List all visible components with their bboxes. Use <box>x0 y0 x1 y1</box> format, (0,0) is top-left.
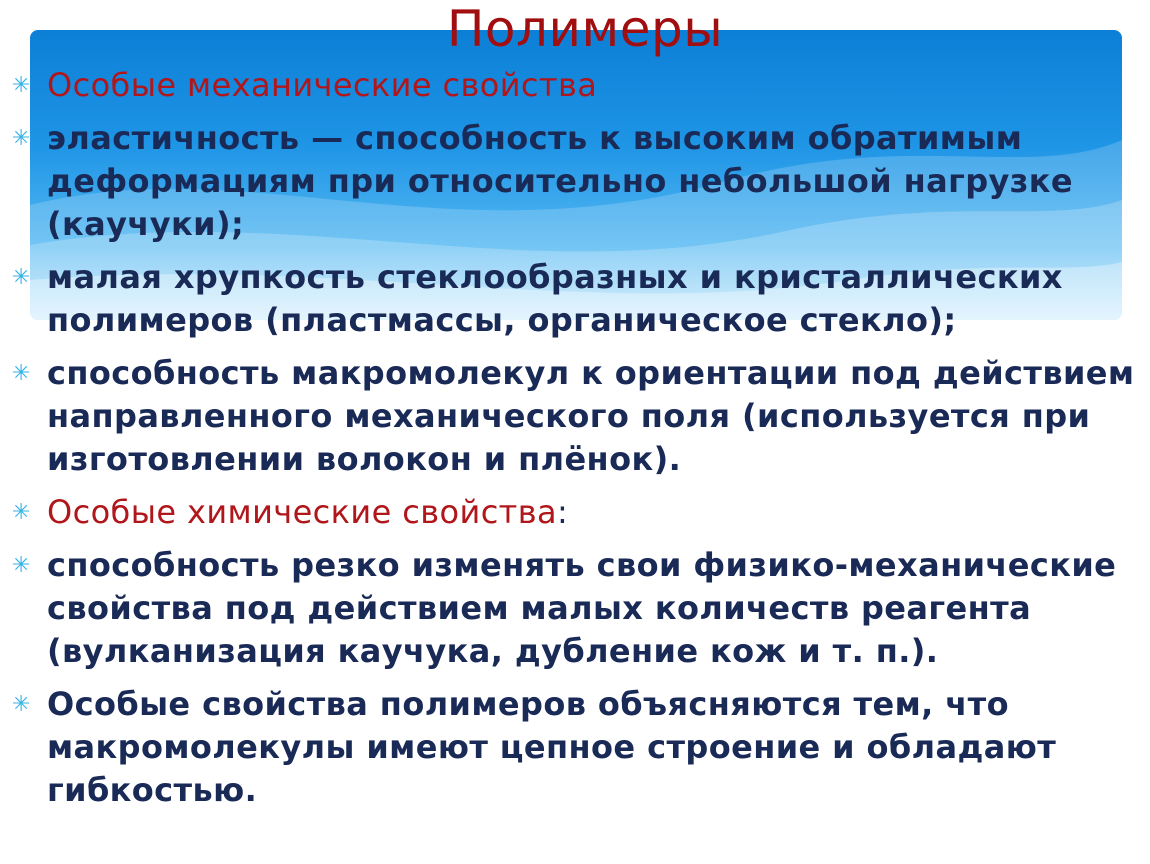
asterisk-bullet-icon: ✳ <box>12 553 31 578</box>
list-item-conclusion <box>12 683 1140 812</box>
list-item-low-brittleness <box>12 256 1140 342</box>
list-item-text: малая хрупкость стеклообразных и кристаллических полимеров (пластмассы, органическое стекло); <box>47 258 1063 339</box>
heading-colon: : <box>557 493 569 531</box>
list-item-chemical-heading <box>12 491 1140 534</box>
asterisk-bullet-icon: ✳ <box>12 73 31 98</box>
list-item-elasticity <box>12 117 1140 246</box>
list-item-mechanical-heading <box>12 64 1140 107</box>
list-item-orientation <box>12 352 1140 481</box>
list-item-text: способность макромолекул к ориентации под действием направленного механического поля (используется при изготовлении волокон и плёнок). <box>47 354 1135 478</box>
list-item-text: Особые механические свойства <box>47 66 598 104</box>
asterisk-bullet-icon: ✳ <box>12 361 31 386</box>
bullet-list <box>12 64 1140 822</box>
asterisk-bullet-icon: ✳ <box>12 265 31 290</box>
asterisk-bullet-icon: ✳ <box>12 500 31 525</box>
slide-title: Полимеры <box>446 0 724 58</box>
list-item-property-change <box>12 544 1140 673</box>
list-item-text: способность резко изменять свои физико-механические свойства под действием малых количеств реагента (вулканизация каучука, дубление кож и т. п.). <box>47 546 1117 670</box>
asterisk-bullet-icon: ✳ <box>12 126 31 151</box>
list-item-text: Особые свойства полимеров объясняются тем, что макромолекулы имеют цепное строение и обладают гибкостью. <box>47 685 1057 809</box>
list-item-text: Особые химические свойства <box>47 493 557 531</box>
list-item-text: эластичность — способность к высоким обратимым деформациям при относительно небольшой нагрузке (каучуки); <box>47 119 1074 243</box>
asterisk-bullet-icon: ✳ <box>12 692 31 717</box>
